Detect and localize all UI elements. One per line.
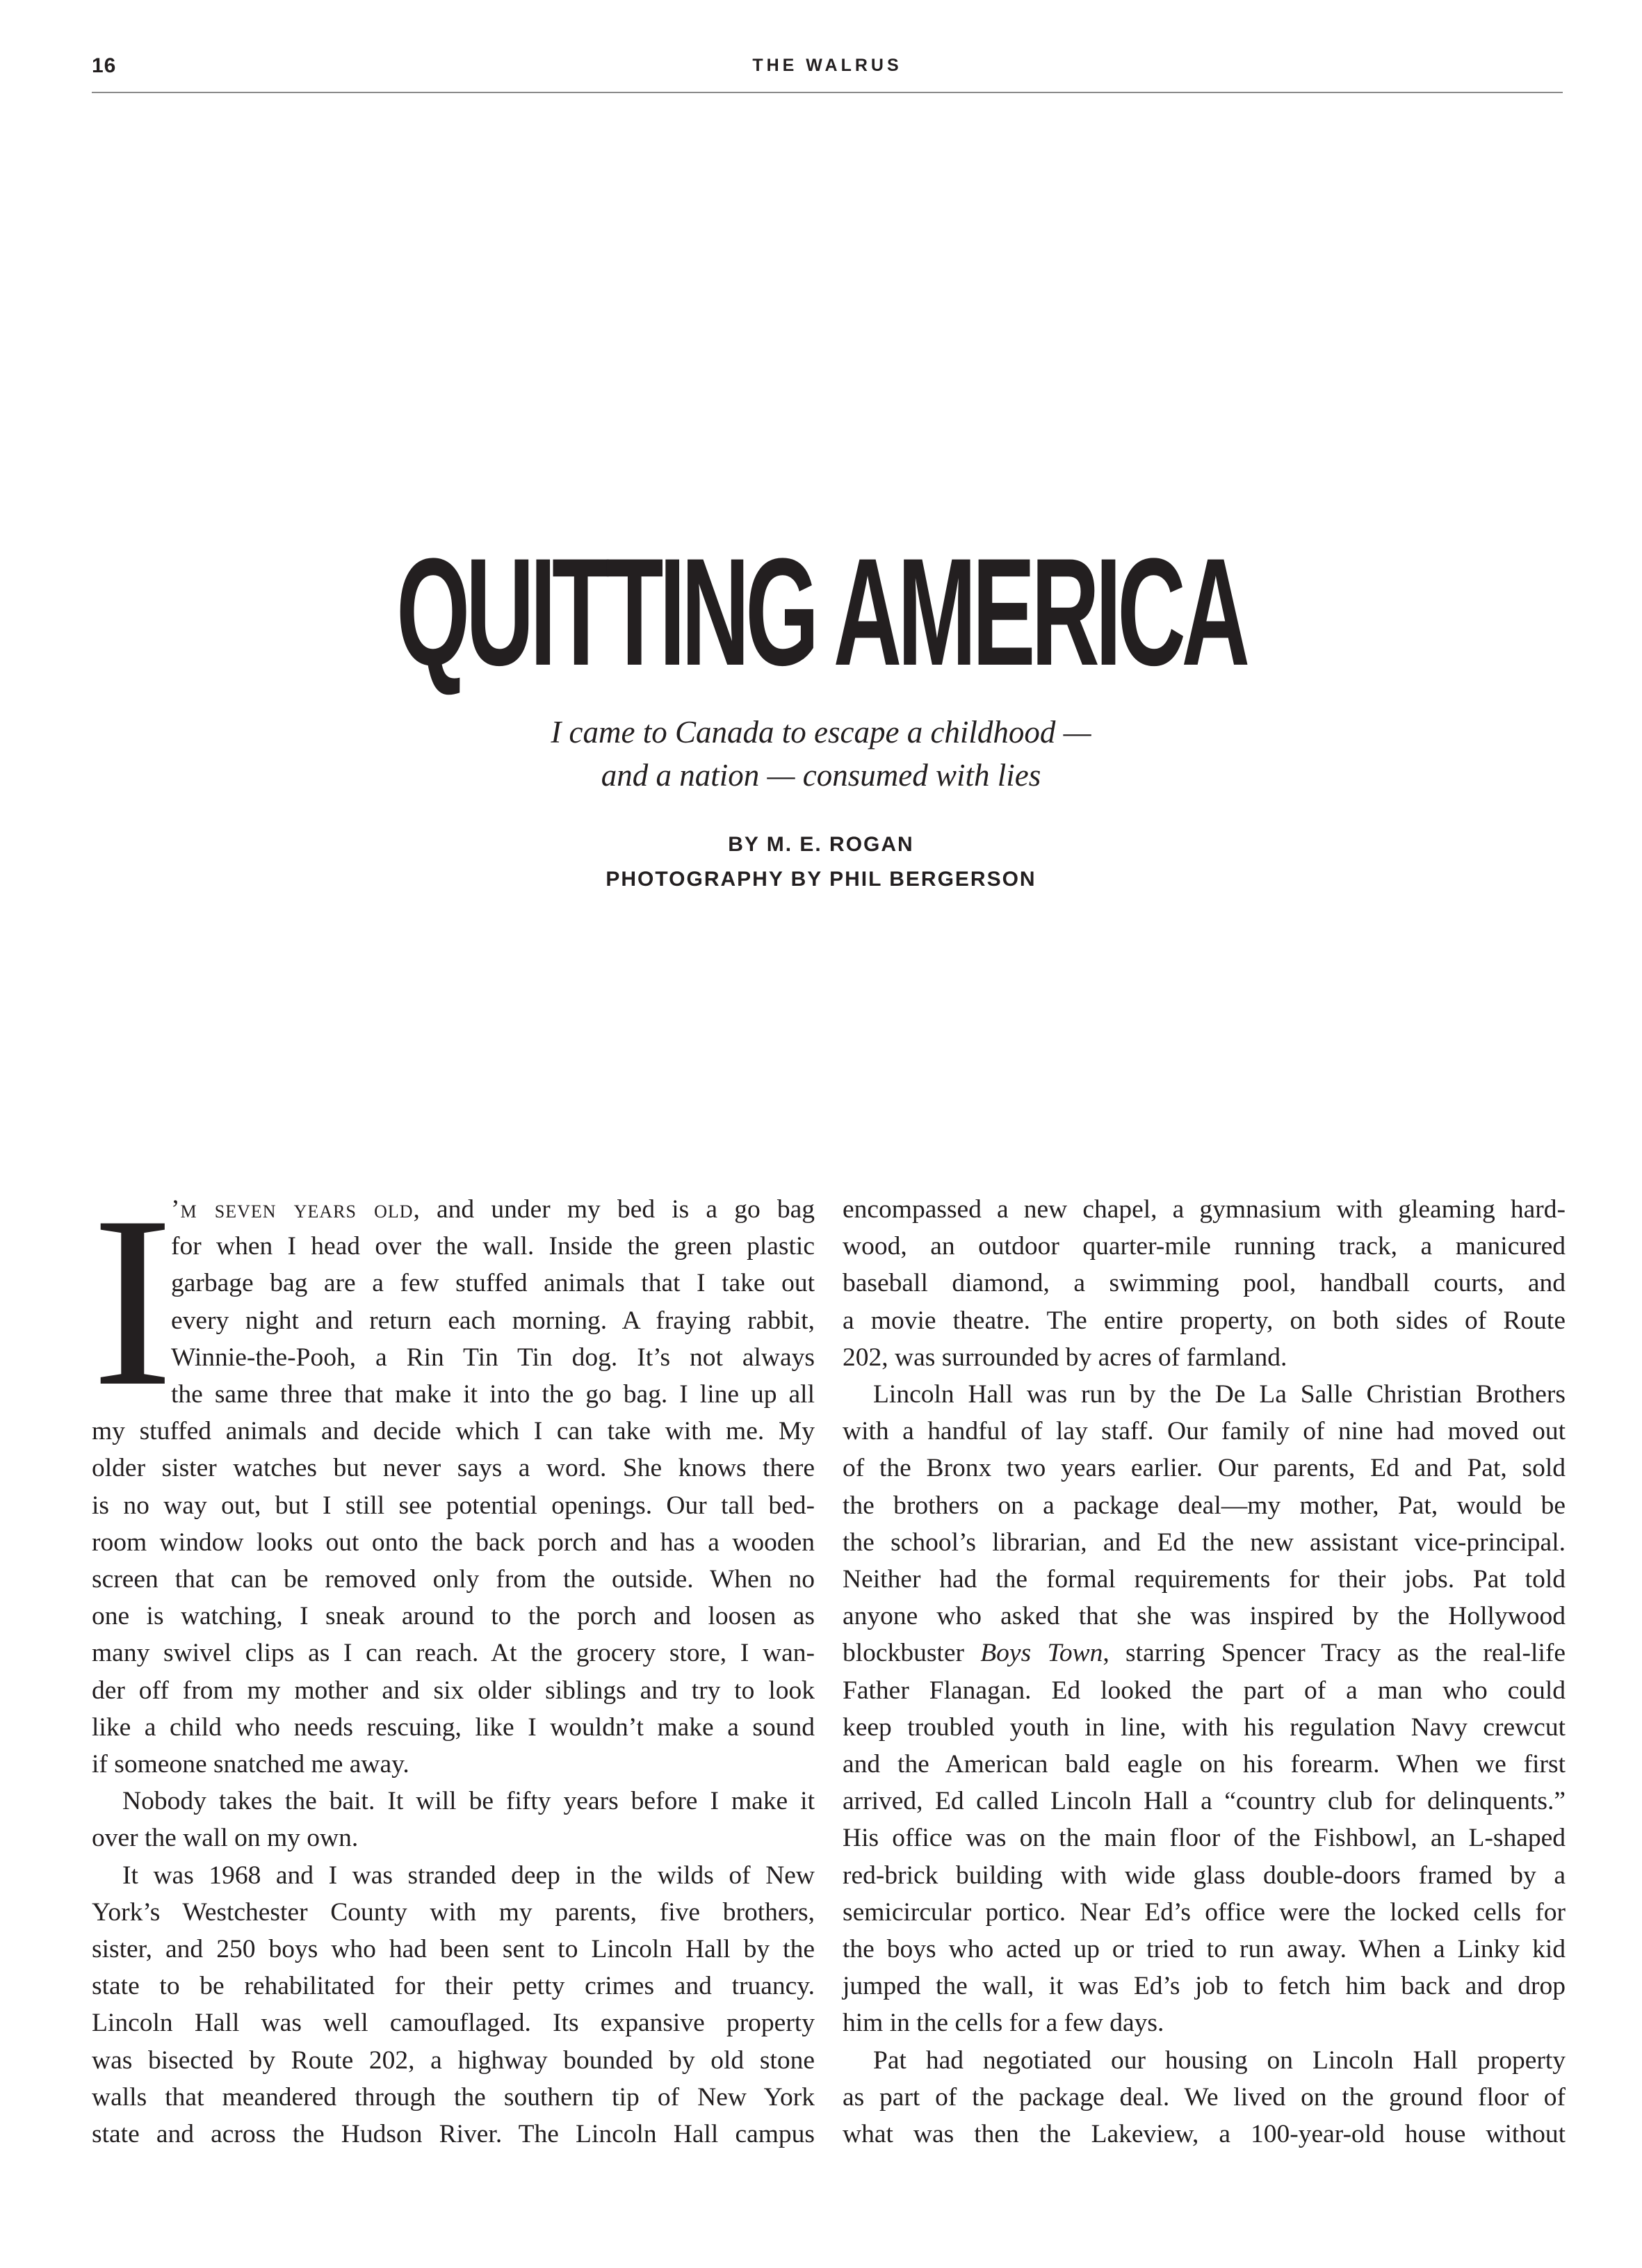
drop-cap: I bbox=[92, 1166, 174, 1437]
body-line bbox=[92, 1191, 815, 1228]
body-line: semicircular portico. Near Ed’s office were the locked cells for bbox=[843, 1897, 1566, 1927]
page-number: 16 bbox=[92, 54, 117, 77]
body-line: state to be rehabilitated for their petty crimes and truancy. bbox=[92, 1972, 815, 2001]
body-line: if someone snatched me away. bbox=[92, 1750, 409, 1779]
body-line: room window looks out onto the back porch and has a wooden bbox=[92, 1528, 815, 1557]
byline-block bbox=[0, 827, 1642, 897]
body-line: red-brick building with wide glass double-doors framed by a bbox=[843, 1861, 1566, 1890]
body-line: Nobody takes the bait. It will be fifty years before I make it bbox=[122, 1787, 815, 1816]
body-line: It was 1968 and I was stranded deep in the wilds of New bbox=[122, 1861, 815, 1890]
body-column-left bbox=[92, 1166, 815, 2153]
article-dek bbox=[0, 711, 1642, 797]
body-line: over the wall on my own. bbox=[92, 1824, 359, 1853]
film-title: Boys Town bbox=[980, 1639, 1103, 1668]
body-line: and the American bald eagle on his forearm. When we first bbox=[843, 1750, 1566, 1779]
dek-line: and a nation — consumed with lies bbox=[601, 758, 1041, 793]
body-line: baseball diamond, a swimming pool, handball courts, and bbox=[843, 1269, 1566, 1298]
body-line: Lincoln Hall was well camouflaged. Its expansive property bbox=[92, 2009, 815, 2038]
body-line: walls that meandered through the southern tip of New York bbox=[92, 2082, 815, 2112]
author-byline: BY M. E. ROGAN bbox=[728, 833, 914, 856]
body-line: wood, an outdoor quarter-mile running track, a manicured bbox=[843, 1232, 1566, 1261]
body-line: like a child who needs rescuing, like I wouldn’t make a sound bbox=[92, 1712, 815, 1742]
body-line bbox=[843, 1635, 1566, 1671]
body-line: of the Bronx two years earlier. Our parents, Ed and Pat, sold bbox=[843, 1454, 1566, 1483]
body-line: the same three that make it into the go bag. I line up all bbox=[171, 1380, 815, 1409]
article-title: QUITTING AMERICA bbox=[396, 526, 1246, 697]
body-line: screen that can be removed only from the outside. When no bbox=[92, 1565, 815, 1594]
body-line: one is watching, I sneak around to the porch and loosen as bbox=[92, 1602, 815, 1631]
body-line: Pat had negotiated our housing on Lincoln Hall property bbox=[873, 2046, 1566, 2075]
body-line: garbage bag are a few stuffed animals that I take out bbox=[171, 1269, 815, 1298]
body-line: 202, was surrounded by acres of farmland. bbox=[843, 1343, 1287, 1372]
body-line: the brothers on a package deal—my mother, Pat, would be bbox=[843, 1491, 1566, 1520]
body-line: was bisected by Route 202, a highway bounded by old stone bbox=[92, 2046, 815, 2075]
running-header bbox=[92, 54, 1563, 93]
body-line: Neither had the formal requirements for their jobs. Pat told bbox=[843, 1565, 1566, 1594]
body-line: my stuffed animals and decide which I can take with me. My bbox=[92, 1417, 815, 1446]
body-line: sister, and 250 boys who had been sent to Lincoln Hall by the bbox=[92, 1935, 815, 1964]
body-line: the school’s librarian, and Ed the new assistant vice-principal. bbox=[843, 1528, 1566, 1557]
body-line: His office was on the main floor of the Fishbowl, an L-shaped bbox=[843, 1824, 1566, 1853]
body-text: , starring Spencer Tracy as the real-life bbox=[1103, 1639, 1566, 1668]
body-line: many swivel clips as I can reach. At the grocery store, I wan- bbox=[92, 1639, 815, 1668]
body-text: blockbuster bbox=[843, 1639, 981, 1668]
body-line: Winnie-the-Pooh, a Rin Tin Tin dog. It’s not always bbox=[171, 1343, 815, 1372]
body-line: der off from my mother and six older siblings and try to look bbox=[92, 1676, 815, 1705]
body-line: every night and return each morning. A fraying rabbit, bbox=[171, 1306, 815, 1335]
body-line: Father Flanagan. Ed looked the part of a man who could bbox=[843, 1676, 1566, 1705]
dek-line: I came to Canada to escape a childhood — bbox=[551, 715, 1091, 750]
body-line: older sister watches but never says a word. She knows there bbox=[92, 1454, 815, 1483]
body-line: encompassed a new chapel, a gymnasium with gleaming hard- bbox=[843, 1195, 1566, 1224]
body-line: Lincoln Hall was run by the De La Salle Christian Brothers bbox=[873, 1380, 1566, 1409]
body-line: anyone who asked that she was inspired by the Hollywood bbox=[843, 1602, 1566, 1631]
body-line: state and across the Hudson River. The Lincoln Hall campus bbox=[92, 2120, 815, 2149]
photo-credit: PHOTOGRAPHY BY PHIL BERGERSON bbox=[605, 868, 1037, 891]
body-line: York’s Westchester County with my parents, five brothers, bbox=[92, 1897, 815, 1927]
body-line: arrived, Ed called Lincoln Hall a “country club for delinquents.” bbox=[843, 1787, 1566, 1816]
body-column-right bbox=[843, 1191, 1566, 2153]
body-line: what was then the Lakeview, a 100-year-old house without bbox=[843, 2120, 1566, 2149]
body-line: the boys who acted up or tried to run away. When a Linky kid bbox=[843, 1935, 1566, 1964]
magazine-name: THE WALRUS bbox=[752, 56, 902, 75]
lead-in: ’m seven years old bbox=[171, 1195, 414, 1224]
body-line: for when I head over the wall. Inside the green plastic bbox=[171, 1232, 815, 1261]
body-text: , and under my bed is a go bag bbox=[413, 1195, 815, 1224]
body-line: with a handful of lay staff. Our family of nine had moved out bbox=[843, 1417, 1566, 1446]
body-line: jumped the wall, it was Ed’s job to fetch him back and drop bbox=[843, 1972, 1566, 2001]
body-line: him in the cells for a few days. bbox=[843, 2009, 1164, 2038]
body-line: as part of the package deal. We lived on the ground floor of bbox=[843, 2082, 1566, 2112]
body-line: is no way out, but I still see potential openings. Our tall bed- bbox=[92, 1491, 815, 1520]
body-line: a movie theatre. The entire property, on both sides of Route bbox=[843, 1306, 1566, 1335]
body-line: keep troubled youth in line, with his regulation Navy crewcut bbox=[843, 1712, 1566, 1742]
